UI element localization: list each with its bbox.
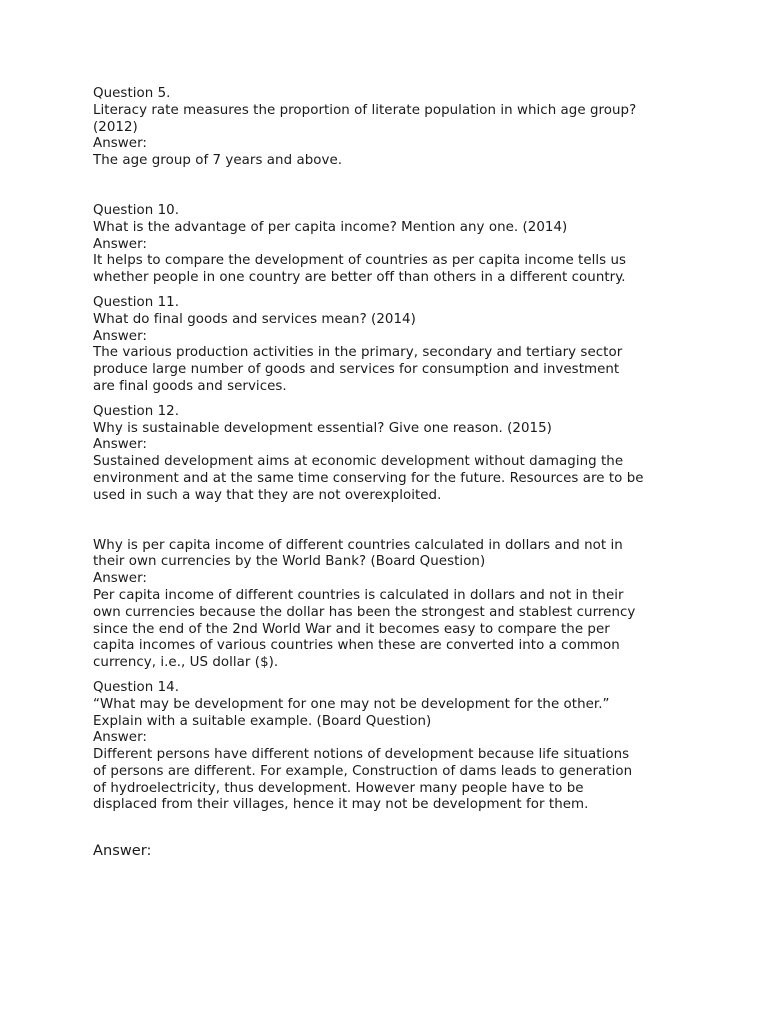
question-heading: Question 5.: [93, 86, 171, 101]
answer-label: Answer:: [93, 328, 147, 344]
question-13-block: [93, 538, 688, 672]
question-text: Explain with a suitable example. (Board Question): [93, 713, 432, 729]
answer-text: used in such a way that they are not overexploited.: [93, 487, 442, 503]
answer-text: since the end of the 2nd World War and it becomes easy to compare the per: [93, 621, 610, 637]
question-text: Why is sustainable development essential? Give one reason. (2015): [93, 420, 552, 436]
question-heading: Question 10.: [93, 202, 180, 218]
answer-text: It helps to compare the development of countries as per capita income tells us: [93, 253, 627, 269]
answer-text: The various production activities in the primary, secondary and tertiary sector: [93, 345, 623, 361]
question-text: (2012): [93, 119, 138, 135]
answer-text: own currencies because the dollar has been the strongest and stablest currency: [93, 604, 636, 620]
question-10-block: [93, 203, 688, 287]
answer-label: Answer:: [93, 437, 147, 453]
answer-text: produce large number of goods and services for consumption and investment: [93, 362, 620, 378]
answer-text: whether people in one country are better off than others in a different country.: [93, 270, 626, 286]
question-text: Literacy rate measures the proportion of literate population in which age group?: [93, 102, 637, 118]
question-text: What is the advantage of per capita income? Mention any one. (2014): [93, 219, 568, 235]
question-text: “What may be development for one may not be development for the other.”: [93, 696, 610, 712]
answer-label: Answer:: [93, 730, 147, 746]
question-heading: Question 11.: [93, 294, 180, 310]
answer-label: Answer:: [93, 136, 147, 152]
question-5-block: [93, 86, 688, 170]
question-14-block: [93, 680, 688, 814]
answer-text: Different persons have different notions of development because life situations: [93, 747, 630, 763]
question-heading: Question 12.: [93, 403, 180, 419]
answer-text: currency, i.e., US dollar ($).: [93, 655, 279, 671]
question-text: Why is per capita income of different countries calculated in dollars and not in: [93, 537, 623, 553]
answer-text: The age group of 7 years and above.: [93, 153, 343, 169]
answer-text: Sustained development aims at economic development without damaging the: [93, 454, 624, 470]
answer-label: Answer:: [93, 236, 147, 252]
answer-text: are final goods and services.: [93, 378, 287, 394]
final-answer-label: Answer:: [93, 842, 152, 860]
answer-text: of hydroelectricity, thus development. However many people have to be: [93, 780, 584, 796]
question-text: their own currencies by the World Bank? (Board Question): [93, 554, 486, 570]
answer-label: Answer:: [93, 571, 147, 587]
answer-text: of persons are different. For example, Construction of dams leads to generation: [93, 763, 633, 779]
answer-text: displaced from their villages, hence it may not be development for them.: [93, 797, 589, 813]
answer-text: Per capita income of different countries is calculated in dollars and not in their: [93, 587, 624, 603]
answer-text: capita incomes of various countries when these are converted into a common: [93, 638, 620, 654]
question-heading: Question 14.: [93, 679, 180, 695]
question-11-block: [93, 295, 688, 396]
question-text: What do final goods and services mean? (2014): [93, 311, 416, 327]
answer-text: environment and at the same time conserving for the future. Resources are to be: [93, 470, 644, 486]
question-12-block: [93, 404, 688, 505]
